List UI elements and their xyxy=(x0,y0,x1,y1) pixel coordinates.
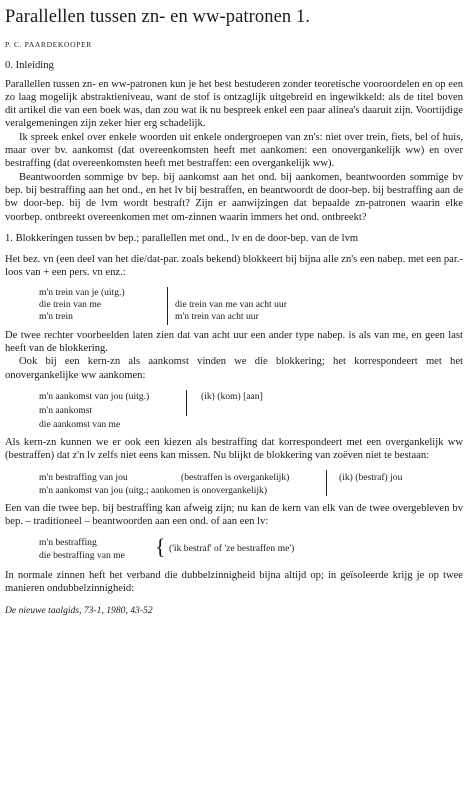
section-heading-1: 1. Blokkeringen tussen bv bep.; parallellen met ond., lv en de door-bep. van de lvm xyxy=(5,232,359,244)
example-1-divider xyxy=(167,287,168,325)
example-2-line-2: m'n aankomst xyxy=(39,404,93,416)
example-4-brace: { xyxy=(155,534,166,560)
paragraph-6: Ook bij een kern-zn als aankomst vinden we die blokkering; het korrespondeert met het onovergankelijke ww aankomen: xyxy=(5,356,463,381)
example-4-right: ('ik bestraf' of 'ze bestraffen me') xyxy=(169,543,295,555)
example-block-3 xyxy=(5,468,463,502)
example-2-right-1: (ik) (kom) [aan] xyxy=(201,390,263,402)
example-3-divider xyxy=(326,470,327,496)
article xyxy=(5,6,463,617)
example-1-line-1: m'n trein van je (uitg.) xyxy=(39,286,125,298)
paragraph-4: Het bez. vn (een deel van het die/dat-par. zoals bekend) blokkeert bij bijna alle zn's een nabep. met een par.-loos van + een pers. vn enz.: xyxy=(5,254,463,279)
paragraph-2: Ik spreek enkel over enkele woorden uit enkele ondergroepen van zn's: niet over trein, fiets, bel of huis, maar over bv. aankomst (dat overeenkomsten heeft met aankomen: een onovergankelijk ww) en over bestraffing (dat overeenkomsten heeft met bestraffen: een overgankelijk ww). xyxy=(5,131,463,170)
example-1-right-3: m'n trein van acht uur xyxy=(175,310,259,322)
paragraph-7: Als kern-zn kunnen we er ook een kiezen als bestraffing dat korrespondeert met een overgankelijk ww (bestraffen) dat z'n lv zelfs niet eens kan missen. Nu blijkt de blokkering van zoëven niet te bestaan: xyxy=(5,436,463,462)
example-1-right-2: die trein van me van acht uur xyxy=(175,298,287,310)
example-3-right-1: (ik) (bestraf) jou xyxy=(339,471,403,483)
paragraph-intro: Parallellen tussen zn- en ww-patronen kun je het best bestuderen zonder teoretische vooroordelen en op een zo laag mogelijk abstraktieniveau, want de stof is ontzaglijk uitgebreid en ingewikkeld: als de titel boven dit artikel die van een boek was, dan zou wat ik nu bespreek enkel een paar alinea's daaruit zijn. Voortijdige veralgemeningen zijn zeker hier erg schadelijk. xyxy=(5,78,463,130)
journal-citation-text: De nieuwe taalgids, 73-1, 1980, 43-52 xyxy=(5,604,153,616)
author-name: P. C. PAARDEKOOPER xyxy=(5,40,92,49)
example-4-line-2: die bestraffing van me xyxy=(39,550,125,562)
example-2-line-1: m'n aankomst van jou (uitg.) xyxy=(39,390,150,402)
example-3-middle-1: (bestraffen is overgankelijk) xyxy=(181,471,290,483)
example-2-divider xyxy=(186,390,187,416)
paragraph-8: Een van die twee bep. bij bestraffing kan afweig zijn; nu kan de kern van elk van de twee overgebleven bv bep. – traditioneel – beantwoorden aan een ond. of aan een lv: xyxy=(5,502,463,527)
paragraph-9: In normale zinnen heft het verband die dubbelzinnigheid bijna altijd op; in geïsoleerde krijg je op twee manieren ondubbelzinnigheid: xyxy=(5,570,463,595)
example-block-1 xyxy=(5,285,463,329)
example-block-4 xyxy=(5,533,463,569)
paragraph-5: De twee rechter voorbeelden laten zien dat van acht uur een ander type nabep. is als van me, en geen last heeft van de blokkering. xyxy=(5,329,463,355)
section-heading-0: 0. Inleiding xyxy=(5,60,54,72)
example-1-line-2: die trein van me xyxy=(39,298,102,310)
paragraph-3: Beantwoorden sommige bv bep. bij aankomst aan het ond. bij aankomen, beantwoorden sommige bv bep. bij bestraffing aan het ond., en het lv bij bestraffen, en beantwoordt de door-bep. bij bestraffing aan de bw door-bep. bij de lvm wordt bestraft? Zijn er aanwijzingen dat bepaalde zn-patronen waarin elke voorbep. ontbreekt overeenkomen met om-zinnen waarin immers het ond. ontbreekt? xyxy=(5,171,463,223)
example-1-line-3: m'n trein xyxy=(39,310,73,322)
example-4-line-1: m'n bestraffing xyxy=(39,537,97,549)
example-block-2 xyxy=(5,388,463,436)
journal-citation xyxy=(5,604,463,617)
example-3-line-2: m'n aankomst van jou (uitg.; aankomen is onovergankelijk) xyxy=(39,484,268,496)
example-3-line-1: m'n bestraffing van jou xyxy=(39,471,128,483)
article-title: Parallellen tussen zn- en ww-patronen 1. xyxy=(5,7,311,27)
example-2-line-3: die aankomst van me xyxy=(39,418,121,430)
